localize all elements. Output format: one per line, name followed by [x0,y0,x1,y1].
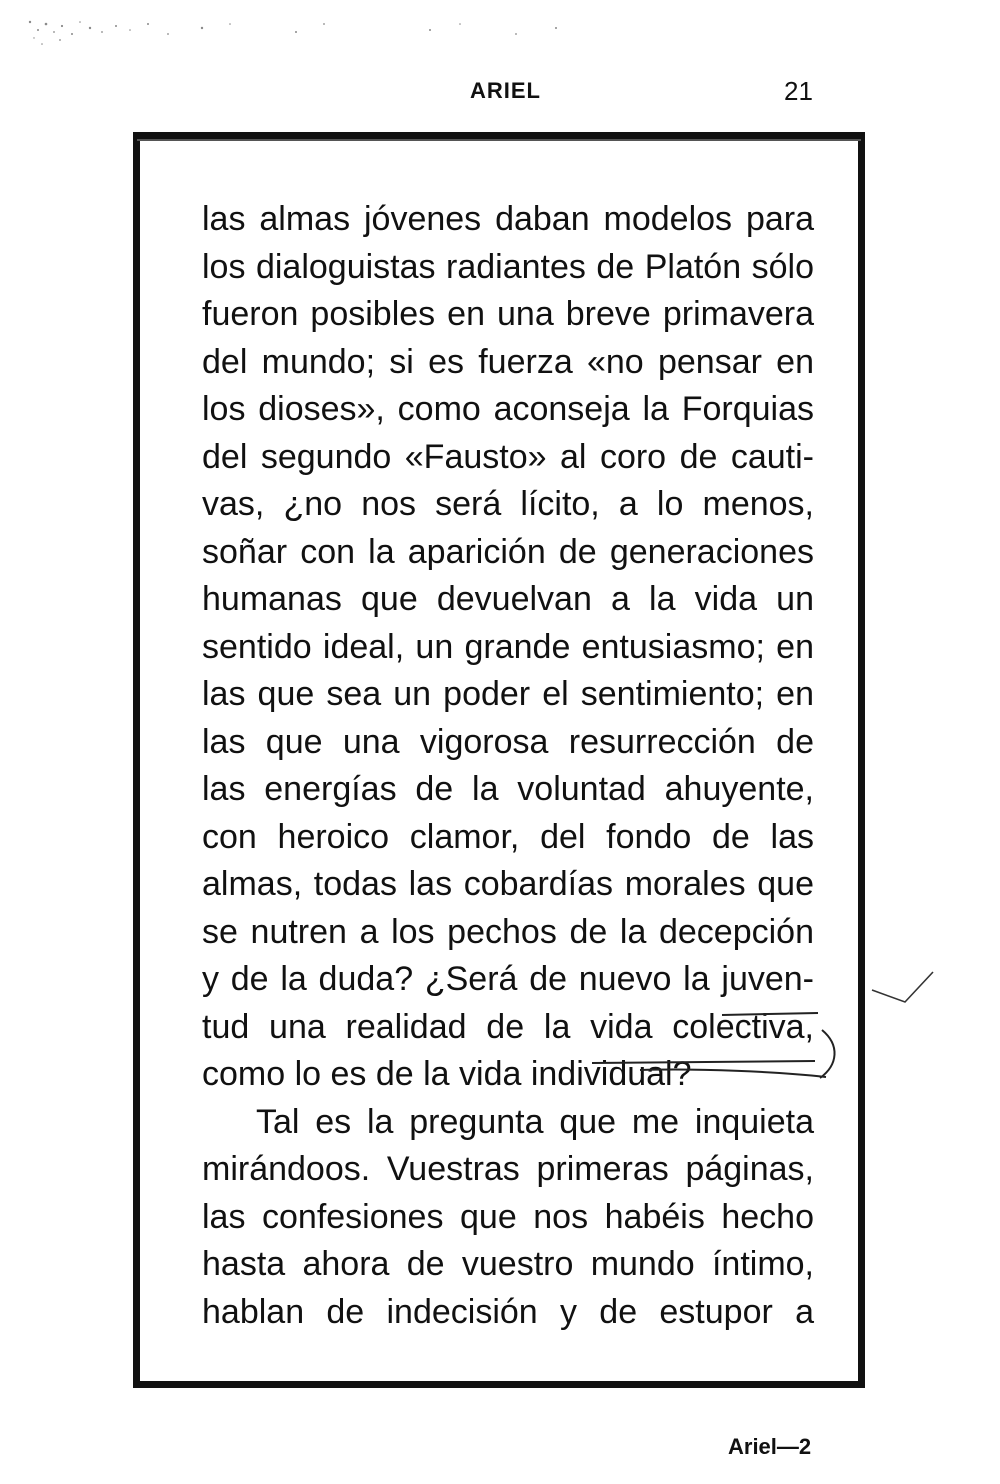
text-line: hasta ahora de vuestro mundo íntimo, [202,1245,814,1283]
text-line: las confesiones que nos habéis hecho [202,1197,814,1236]
page-number: 21 [784,76,813,106]
text-line: fueron posibles en una breve primavera [202,295,814,333]
text-line: del segundo «Fausto» al coro de cauti- [202,437,814,476]
text-line: con heroico clamor, del fondo de las [202,817,814,856]
text-line-paragraph-end: como lo es de la vida individual? [202,1055,692,1093]
text-line: vas, ¿no nos será lícito, a lo menos, [202,485,814,523]
margin-check-mark [872,972,933,1002]
text-line: y de la duda? ¿Será de nuevo la juven- [202,960,814,998]
text-line: sentido ideal, un grande entusiasmo; en [202,627,814,666]
text-line: las que una vigorosa resurrección de [202,722,814,761]
text-line: las almas jóvenes daban modelos para [202,200,814,238]
signature-mark: Ariel—2 [728,1434,812,1459]
text-line: las energías de la voluntad ahuyente, [202,770,814,808]
text-line: las que sea un poder el sentimiento; en [202,675,814,713]
text-line: del mundo; si es fuerza «no pensar en [202,342,814,381]
text-line: se nutren a los pechos de la decepción [202,912,814,951]
text-line: hablan de indecisión y de estupor a [202,1292,814,1331]
text-line: los dialoguistas radiantes de Platón sólo [202,247,814,286]
text-line: humanas que devuelvan a la vida un [202,580,814,618]
body-text [202,196,814,1336]
text-line: almas, todas las cobardías morales que [202,865,814,903]
text-line: soñar con la aparición de generaciones [202,532,814,571]
paper-speckle [20,10,580,50]
text-line: mirándoos. Vuestras primeras páginas, [202,1150,814,1188]
text-line-paragraph-start: Tal es la pregunta que me inquieta [256,1102,814,1141]
text-line: tud una realidad de la vida colectiva, [202,1007,814,1046]
text-line: los dioses», como aconseja la Forquias [202,390,814,428]
frame-inner-rule [137,139,861,141]
running-title: ARIEL [470,78,541,103]
